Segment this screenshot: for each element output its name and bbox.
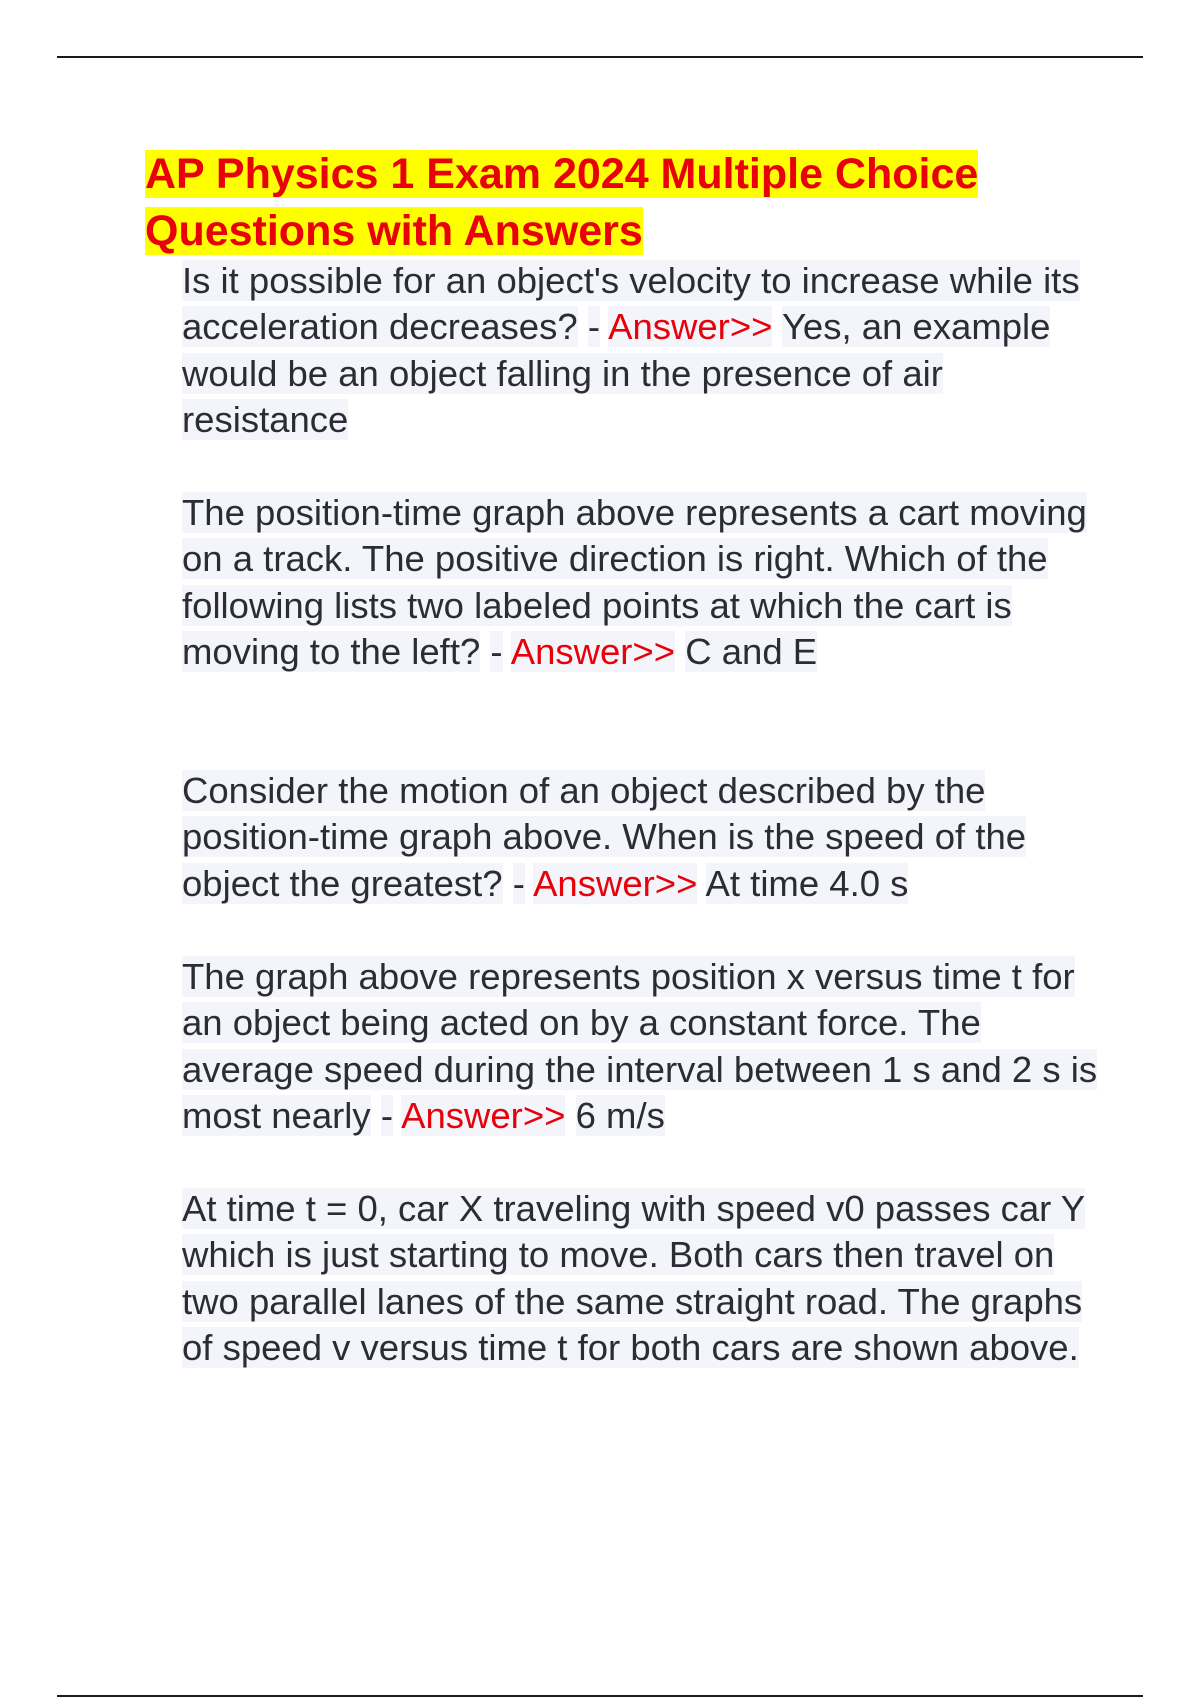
qa-item-1	[182, 258, 1102, 444]
answer-label: Answer>>	[510, 631, 676, 673]
answer-text: Yes, an example would be an object falling in the presence of air resistance	[182, 306, 1051, 441]
qa-item-5	[182, 1186, 1102, 1372]
qa-item-2	[182, 490, 1102, 676]
bottom-rule	[57, 1695, 1143, 1697]
answer-separator: -	[512, 862, 525, 904]
answer-text: C and E	[685, 631, 818, 673]
answer-label: Answer>>	[533, 862, 698, 904]
answer-separator: -	[380, 1095, 393, 1137]
answer-text: 6 m/s	[575, 1095, 665, 1137]
question-text: Consider the motion of an object described by the position-time graph above. When is the speed of the object the greatest?	[182, 770, 1027, 904]
answer-label: Answer>>	[401, 1095, 566, 1137]
question-text: The graph above represents position x versus time t for an object being acted on by a constant force. The average speed during the interval between 1 s and 2 s is most nearly	[182, 956, 1098, 1137]
question-text: At time t = 0, car X traveling with speed v0 passes car Y which is just starting to move. Both cars then travel on two parallel lanes of the same straight road. The graphs of speed v versus time t for both cars are shown above.	[182, 1188, 1086, 1369]
answer-separator: -	[490, 631, 503, 673]
top-rule	[57, 56, 1143, 58]
answer-separator: -	[587, 306, 600, 348]
document-title: AP Physics 1 Exam 2024 Multiple Choice Questions with Answers	[145, 150, 979, 255]
question-text: Is it possible for an object's velocity to increase while its acceleration decreases?	[182, 260, 1080, 348]
answer-text: At time 4.0 s	[705, 862, 909, 904]
qa-item-3	[182, 768, 1102, 907]
answer-label: Answer>>	[608, 306, 773, 348]
qa-item-4	[182, 954, 1102, 1140]
question-text: The position-time graph above represents a cart moving on a track. The positive direction is right. Which of the following lists two labeled points at which the cart is moving to the left?	[182, 492, 1087, 673]
